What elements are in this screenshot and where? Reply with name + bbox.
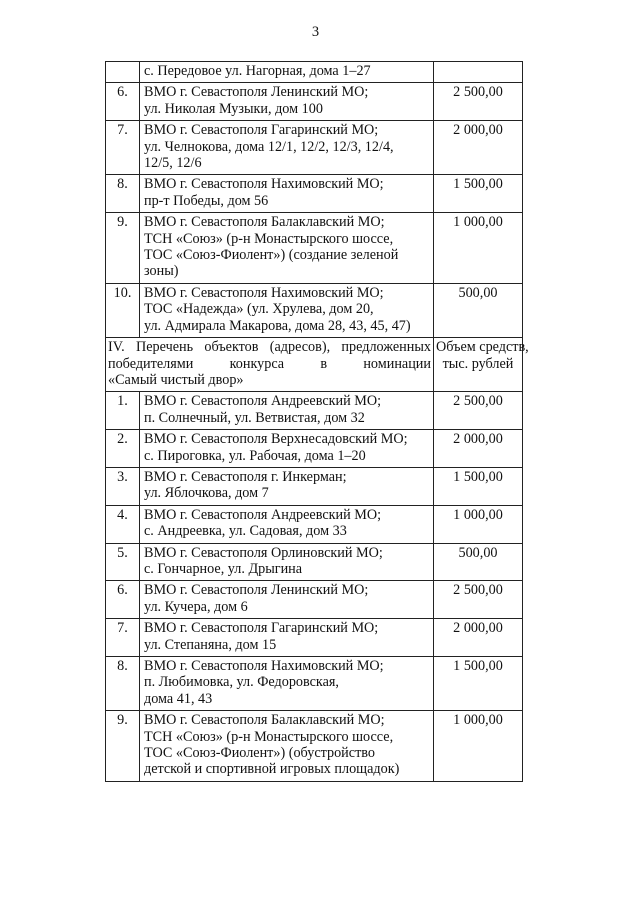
address-line: ВМО г. Севастополя Орлиновский МО; — [144, 544, 383, 561]
row-amount: 500,00 — [434, 543, 523, 581]
row-address — [140, 581, 434, 619]
table-row — [106, 83, 523, 121]
table-row — [106, 62, 523, 83]
amount-header-line: Объем средств, — [436, 339, 529, 356]
address-line: ВМО г. Севастополя Балаклавский МО; — [144, 214, 385, 231]
row-amount: 500,00 — [434, 283, 523, 337]
row-amount: 1 500,00 — [434, 175, 523, 213]
row-amount: 1 000,00 — [434, 213, 523, 284]
table-row — [106, 121, 523, 175]
row-amount: 2 000,00 — [434, 619, 523, 657]
page-number: 3 — [311, 24, 320, 40]
section-iv-header — [106, 338, 529, 392]
table-row — [106, 543, 523, 581]
table-row — [106, 657, 523, 711]
table-row — [106, 392, 523, 430]
row-number: 9. — [106, 711, 140, 782]
row-number: 8. — [106, 175, 140, 213]
address-line: ТОС «Союз-Фиолент») (обустройство — [144, 745, 375, 762]
row-address — [140, 62, 434, 83]
row-number: 7. — [106, 619, 140, 657]
address-line: зоны) — [144, 263, 179, 280]
row-amount: 1 500,00 — [434, 467, 523, 505]
address-line: ВМО г. Севастополя Гагаринский МО; — [144, 620, 379, 637]
address-line: ул. Степаняна, дом 15 — [144, 636, 277, 653]
address-line: п. Солнечный, ул. Ветвистая, дом 32 — [144, 409, 365, 426]
address-line: пр-т Победы, дом 56 — [144, 192, 269, 209]
row-address — [140, 467, 434, 505]
section-title — [106, 338, 434, 392]
address-line: ул. Кучера, дом 6 — [144, 598, 248, 615]
row-number: 10. — [106, 283, 140, 337]
section-title-line: победителями конкурса в номинации — [108, 355, 431, 372]
address-line: ВМО г. Севастополя Нахимовский МО; — [144, 176, 384, 193]
row-number: 2. — [106, 430, 140, 468]
address-line: ВМО г. Севастополя Балаклавский МО; — [144, 712, 385, 729]
row-amount: 2 000,00 — [434, 121, 523, 175]
address-line: ул. Адмирала Макарова, дома 28, 43, 45, 47) — [144, 317, 411, 334]
row-address — [140, 619, 434, 657]
row-number: 5. — [106, 543, 140, 581]
row-address — [140, 430, 434, 468]
row-number: 4. — [106, 505, 140, 543]
table-row — [106, 213, 523, 284]
address-line: 12/5, 12/6 — [144, 155, 202, 172]
amount-column-header — [434, 338, 529, 392]
address-line: с. Передовое ул. Нагорная, дома 1–27 — [144, 63, 371, 79]
allocation-table — [105, 61, 529, 782]
row-address — [140, 543, 434, 581]
address-line: ТОС «Надежда» (ул. Хрулева, дом 20, — [144, 301, 374, 318]
address-line: дома 41, 43 — [144, 690, 213, 707]
address-line: ВМО г. Севастополя Андреевский МО; — [144, 393, 382, 410]
row-number: 6. — [106, 83, 140, 121]
row-number — [106, 62, 140, 83]
row-number: 3. — [106, 467, 140, 505]
row-amount — [434, 62, 523, 83]
address-line: ВМО г. Севастополя Ленинский МО; — [144, 582, 369, 599]
amount-header-line: тыс. рублей — [442, 355, 514, 372]
row-number: 1. — [106, 392, 140, 430]
table-body-top — [106, 62, 523, 338]
table-body-bottom — [106, 392, 523, 782]
row-address — [140, 505, 434, 543]
address-line: с. Гончарное, ул. Дрыгина — [144, 560, 303, 577]
section-title-line: IV. Перечень объектов (адресов), предложенных — [108, 339, 431, 356]
table-row — [106, 711, 523, 782]
address-line: ВМО г. Севастополя Ленинский МО; — [144, 84, 369, 101]
address-line: ВМО г. Севастополя Нахимовский МО; — [144, 284, 384, 301]
address-line: ВМО г. Севастополя Верхнесадовский МО; — [144, 431, 408, 448]
section-header-row — [106, 338, 523, 392]
address-line: ТСН «Союз» (р-н Монастырского шоссе, — [144, 728, 394, 745]
address-line: с. Пироговка, ул. Рабочая, дома 1–20 — [144, 447, 366, 464]
row-amount: 2 500,00 — [434, 83, 523, 121]
row-number: 6. — [106, 581, 140, 619]
address-line: ул. Яблочкова, дом 7 — [144, 485, 269, 502]
section-title-line: «Самый чистый двор» — [108, 371, 244, 388]
row-number: 8. — [106, 657, 140, 711]
row-amount: 1 000,00 — [434, 711, 523, 782]
row-number: 7. — [106, 121, 140, 175]
address-line: детской и спортивной игровых площадок) — [144, 761, 400, 778]
row-address — [140, 213, 434, 284]
row-address — [140, 392, 434, 430]
table-row — [106, 581, 523, 619]
address-line: ул. Челнокова, дома 12/1, 12/2, 12/3, 12/4, — [144, 138, 394, 155]
address-line: ВМО г. Севастополя Андреевский МО; — [144, 506, 382, 523]
table-row — [106, 467, 523, 505]
address-line: ВМО г. Севастополя Нахимовский МО; — [144, 658, 384, 674]
row-address — [140, 657, 434, 711]
table-row — [106, 619, 523, 657]
address-line: ТСН «Союз» (р-н Монастырского шоссе, — [144, 230, 394, 247]
row-address — [140, 175, 434, 213]
row-address — [140, 711, 434, 782]
address-line: ВМО г. Севастополя г. Инкерман; — [144, 468, 347, 485]
row-address — [140, 283, 434, 337]
table-row — [106, 283, 523, 337]
row-number: 9. — [106, 213, 140, 284]
address-line: п. Любимовка, ул. Федоровская, — [144, 674, 339, 691]
address-line: ТОС «Союз-Фиолент») (создание зеленой — [144, 247, 399, 264]
row-amount: 1 500,00 — [434, 657, 523, 711]
row-address — [140, 83, 434, 121]
address-line: ВМО г. Севастополя Гагаринский МО; — [144, 122, 379, 139]
table-row — [106, 505, 523, 543]
row-address — [140, 121, 434, 175]
address-line: с. Андреевка, ул. Садовая, дом 33 — [144, 523, 347, 540]
row-amount: 2 000,00 — [434, 430, 523, 468]
table-row — [106, 175, 523, 213]
address-line: ул. Николая Музыки, дом 100 — [144, 100, 323, 117]
row-amount: 2 500,00 — [434, 581, 523, 619]
row-amount: 2 500,00 — [434, 392, 523, 430]
table-row — [106, 430, 523, 468]
row-amount: 1 000,00 — [434, 505, 523, 543]
